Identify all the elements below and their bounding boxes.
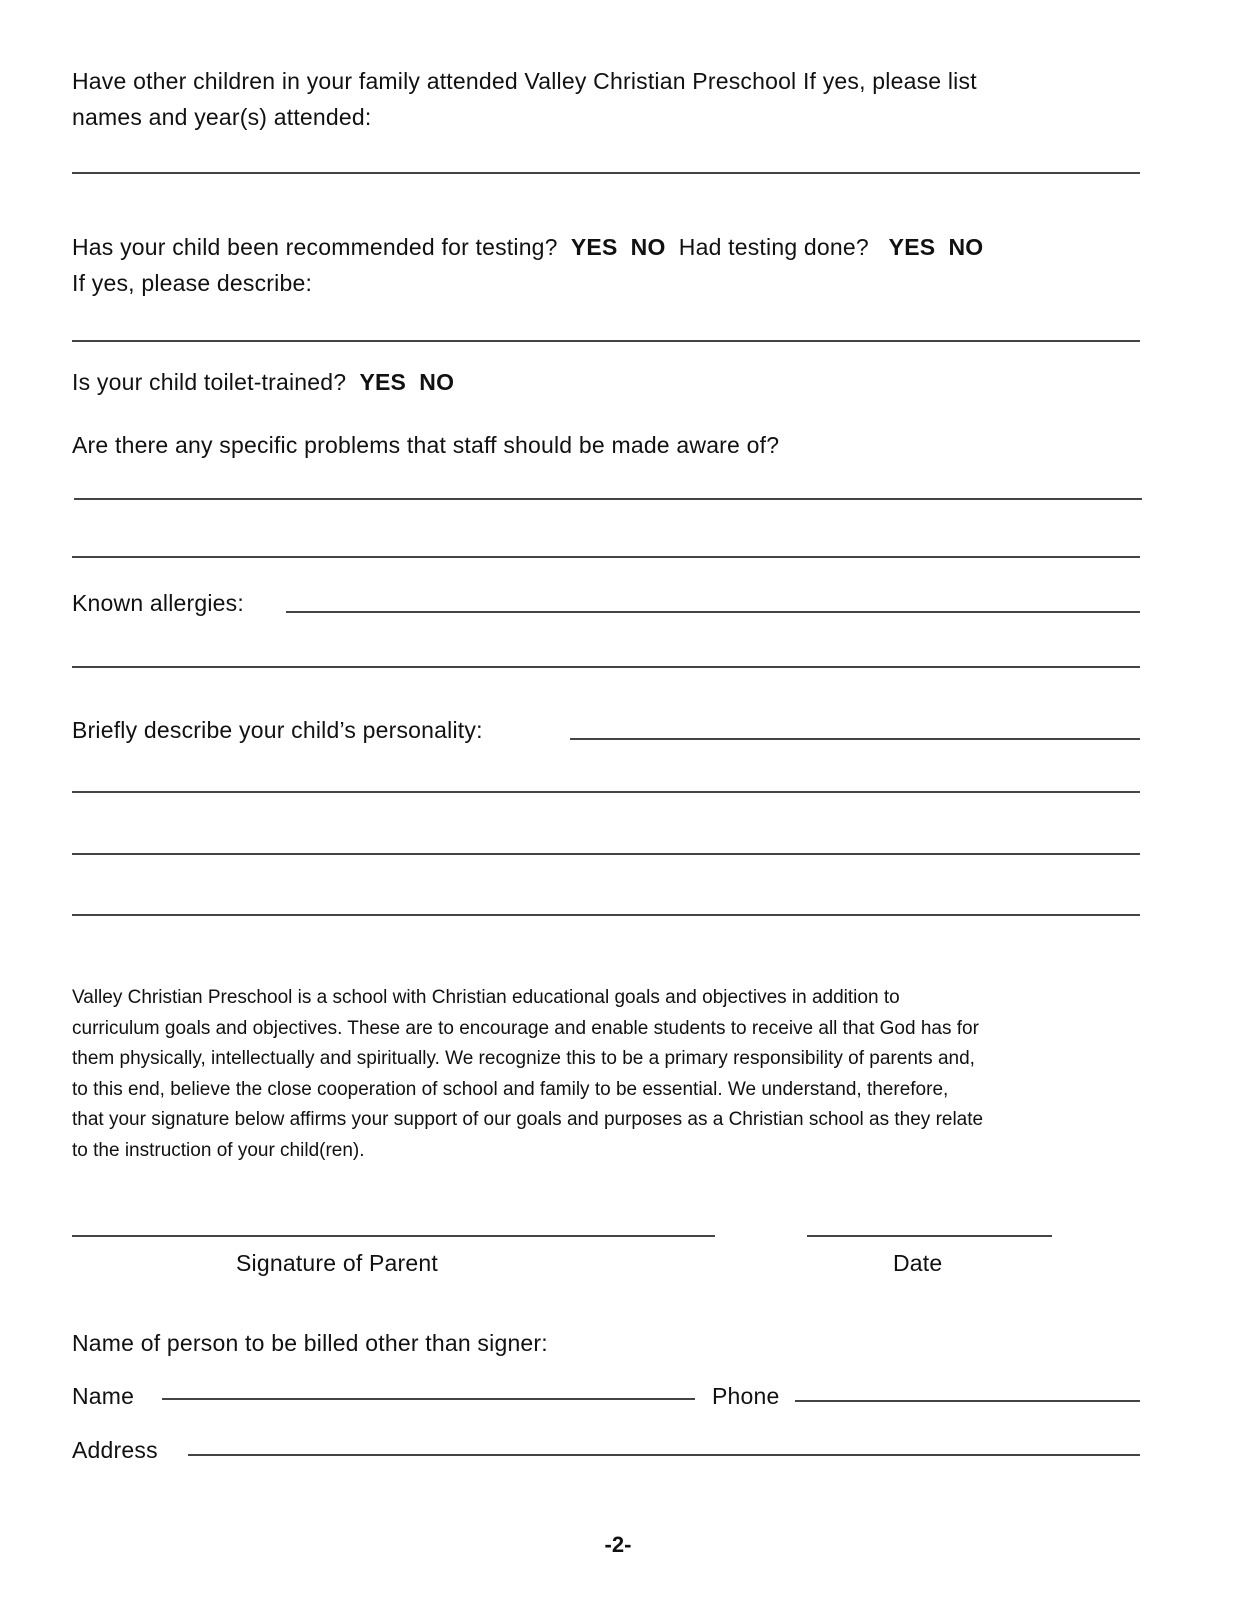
date-line[interactable] bbox=[807, 1235, 1052, 1237]
testing-question bbox=[72, 234, 983, 261]
personality-answer-line-1[interactable] bbox=[570, 738, 1140, 740]
testing-recommended-no[interactable]: NO bbox=[630, 234, 666, 260]
billing-phone-line[interactable] bbox=[795, 1400, 1140, 1402]
personality-answer-line-4[interactable] bbox=[72, 914, 1140, 916]
allergies-answer-line-2[interactable] bbox=[72, 666, 1140, 668]
date-label: Date bbox=[893, 1250, 943, 1276]
statement-line: them physically, intellectually and spiritually. We recognize this to be a primary responsibility of parents and, bbox=[72, 1048, 975, 1069]
testing-done-label: Had testing done? bbox=[678, 234, 869, 260]
testing-describe-label: If yes, please describe: bbox=[72, 270, 313, 296]
page-number: -2- bbox=[604, 1532, 632, 1557]
parent-signature-label: Signature of Parent bbox=[236, 1250, 438, 1276]
statement-line: curriculum goals and objectives. These are to encourage and enable students to receive all that God has for bbox=[72, 1017, 979, 1039]
testing-describe-line[interactable] bbox=[72, 340, 1140, 342]
personality-answer-line-2[interactable] bbox=[72, 791, 1140, 793]
siblings-question-line1: Have other children in your family attended Valley Christian Preschool If yes, please list bbox=[72, 68, 977, 94]
statement-line: Valley Christian Preschool is a school with Christian educational goals and objectives in addition to bbox=[72, 987, 900, 1008]
toilet-question bbox=[72, 369, 454, 396]
allergies-answer-line-1[interactable] bbox=[286, 611, 1140, 613]
siblings-answer-line[interactable] bbox=[72, 172, 1140, 174]
toilet-no[interactable]: NO bbox=[419, 369, 455, 395]
siblings-question-line2: names and year(s) attended: bbox=[72, 104, 372, 130]
statement-paragraph bbox=[72, 983, 1172, 1166]
personality-answer-line-3[interactable] bbox=[72, 853, 1140, 855]
billing-name-label: Name bbox=[72, 1383, 135, 1409]
testing-recommended-label: Has your child been recommended for testing? bbox=[72, 234, 558, 260]
toilet-label: Is your child toilet-trained? bbox=[72, 369, 347, 395]
statement-line: to the instruction of your child(ren). bbox=[72, 1139, 365, 1161]
toilet-yes[interactable]: YES bbox=[359, 369, 407, 395]
billing-address-label: Address bbox=[72, 1437, 158, 1463]
testing-done-yes[interactable]: YES bbox=[888, 234, 936, 260]
testing-done-no[interactable]: NO bbox=[948, 234, 984, 260]
problems-question: Are there any specific problems that staff should be made aware of? bbox=[72, 432, 780, 458]
statement-line: to this end, believe the close cooperation of school and family to be essential. We understand, therefore, bbox=[72, 1078, 949, 1100]
billing-address-line[interactable] bbox=[188, 1454, 1140, 1456]
problems-answer-line-1[interactable] bbox=[74, 498, 1142, 500]
testing-recommended-yes[interactable]: YES bbox=[570, 234, 618, 260]
billing-heading: Name of person to be billed other than signer: bbox=[72, 1330, 548, 1356]
problems-answer-line-2[interactable] bbox=[72, 556, 1140, 558]
billing-name-line[interactable] bbox=[162, 1398, 695, 1400]
parent-signature-line[interactable] bbox=[72, 1235, 715, 1237]
allergies-label: Known allergies: bbox=[72, 590, 244, 616]
statement-line: that your signature below affirms your support of our goals and purposes as a Christian school as they relate bbox=[72, 1109, 984, 1130]
billing-phone-label: Phone bbox=[712, 1383, 780, 1409]
personality-label: Briefly describe your child’s personality: bbox=[72, 717, 483, 743]
